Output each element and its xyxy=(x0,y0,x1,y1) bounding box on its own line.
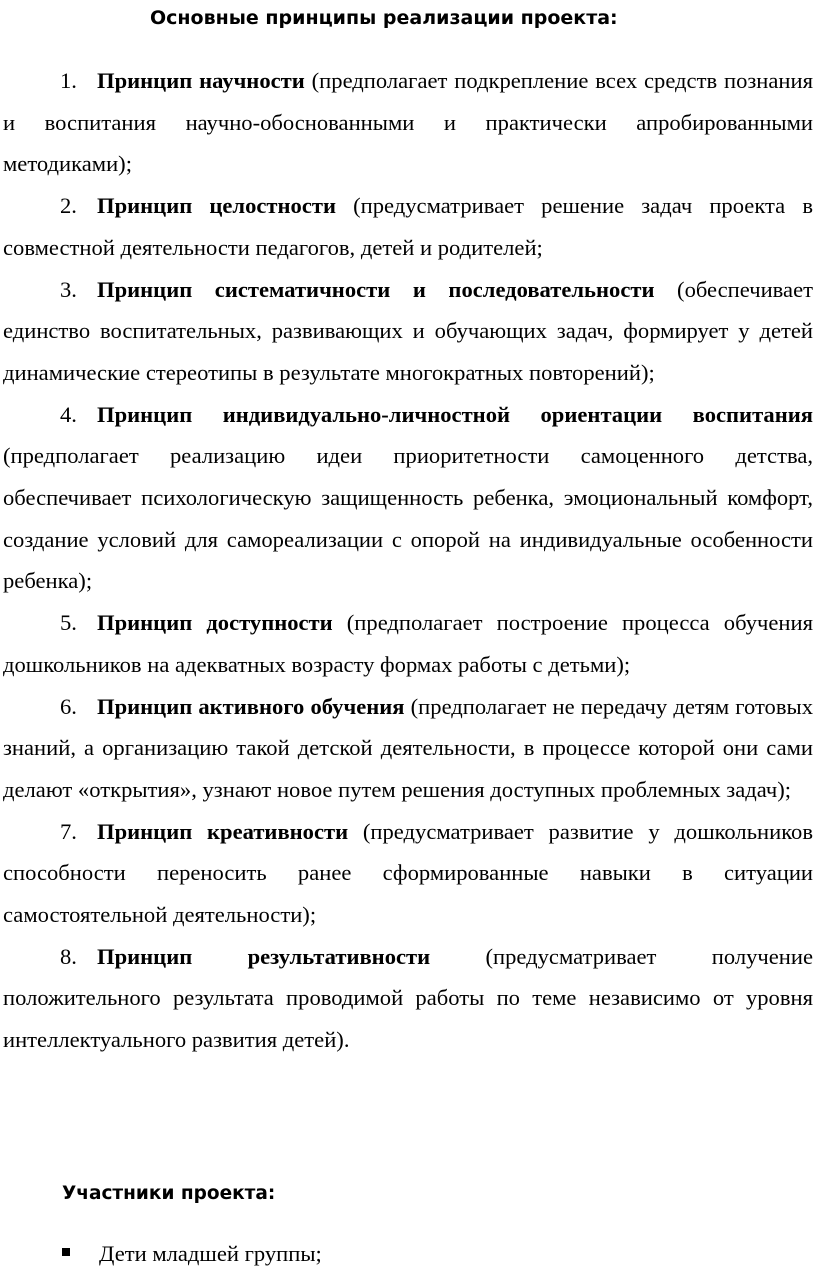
square-bullet-icon xyxy=(62,1248,70,1256)
item-number: 6. xyxy=(60,693,77,719)
list-item xyxy=(3,394,813,603)
participants-list xyxy=(62,1238,322,1270)
principle-name: Принцип креативности xyxy=(97,818,349,844)
principle-name: Принцип активного обучения xyxy=(97,693,405,719)
principle-description: (предполагает подкрепление всех средств познания и воспитания научно-обоснованными и практически апробированными методиками); xyxy=(3,68,814,177)
principle-description: (предусматривает получение положительного результата проводимой работы по теме независимо от уровня интеллектуального развития детей). xyxy=(3,943,813,1053)
list-item xyxy=(62,1238,322,1270)
list-item xyxy=(3,602,813,685)
item-number: 2. xyxy=(60,193,77,219)
item-number: 1. xyxy=(60,68,77,93)
principle-name: Принцип целостности xyxy=(97,193,336,219)
item-number: 7. xyxy=(60,818,77,844)
principle-description: (предполагает реализацию идеи приоритетности самоценного детства, обеспечивает психологическую защищенность ребенка, эмоциональный комфорт, создание условий для самореализации с опорой на индивидуальные особенности ребенка); xyxy=(3,443,813,594)
list-item xyxy=(3,936,813,1061)
page-title: Основные принципы реализации проекта: xyxy=(150,7,618,29)
item-number: 3. xyxy=(60,276,77,302)
principle-description: (предполагает не передачу детям готовых знаний, а организацию такой детской деятельности, в процессе которой они сами делают «открытия», узнают новое путем решения доступных проблемных задач); xyxy=(3,693,813,802)
list-item xyxy=(3,185,813,268)
principles-list xyxy=(3,60,813,1061)
principle-name: Принцип индивидуально-личностной ориентации воспитания xyxy=(97,401,813,427)
principle-description: (предусматривает развитие у дошкольников способности переносить ранее сформированные навыки в ситуации самостоятельной деятельности); xyxy=(3,818,813,928)
list-item xyxy=(3,60,813,185)
participants-title: Участники проекта: xyxy=(62,1183,276,1204)
item-number: 8. xyxy=(60,943,77,969)
principle-description: (предусматривает решение задач проекта в совместной деятельности педагогов, детей и родителей; xyxy=(3,193,813,260)
list-item xyxy=(3,269,813,394)
item-number: 4. xyxy=(60,401,77,427)
principle-name: Принцип научности xyxy=(97,68,305,93)
participant-text: Дети младшей группы; xyxy=(99,1241,322,1266)
item-number: 5. xyxy=(60,610,77,636)
principle-name: Принцип результативности xyxy=(97,943,431,969)
principle-description: (обеспечивает единство воспитательных, развивающих и обучающих задач, формирует у детей динамические стереотипы в результате многократных повторений); xyxy=(3,276,813,385)
principle-name: Принцип систематичности и последовательности xyxy=(97,276,655,302)
principle-description: (предполагает построение процесса обучения дошкольников на адекватных возрасту формах работы с детьми); xyxy=(3,610,813,677)
list-item xyxy=(3,811,813,936)
list-item xyxy=(3,686,813,811)
principle-name: Принцип доступности xyxy=(97,610,333,636)
